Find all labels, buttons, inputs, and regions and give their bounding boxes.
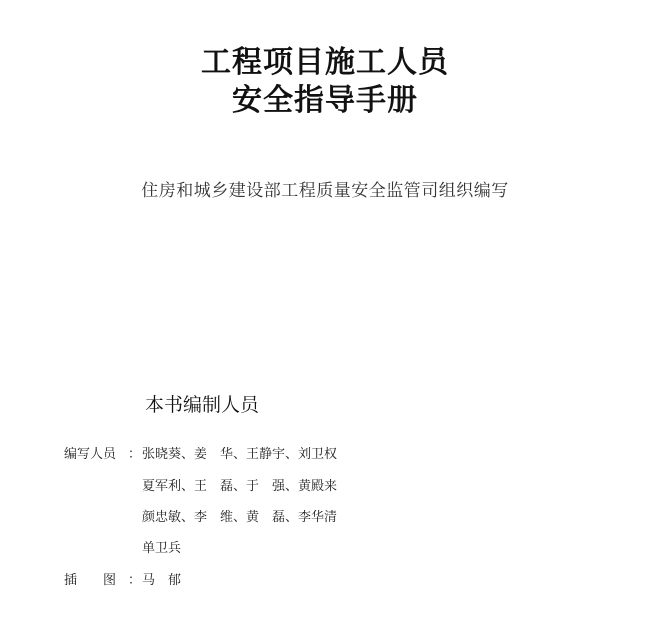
writers-line-1: 张晓葵、姜 华、王静宇、刘卫权 <box>142 447 338 462</box>
illustrator-name: 马 郁 <box>142 573 182 588</box>
organization-credit: 住房和城乡建设部工程质量安全监管司组织编写 <box>141 181 509 201</box>
illustration-role <box>64 572 142 590</box>
illustration-colon: ： <box>128 573 142 588</box>
writers-line-4: 单卫兵 <box>142 541 182 556</box>
document-title <box>0 44 650 120</box>
title-line-1: 工程项目施工人员 <box>201 45 449 80</box>
staff-heading: 本书编制人员 <box>145 394 260 416</box>
title-line-2: 安全指导手册 <box>232 83 418 118</box>
illustration-label: 插 图 <box>64 573 117 588</box>
writers-colon: ： <box>128 447 142 462</box>
writers-label: 编写人员 <box>64 447 117 462</box>
writers-line-2: 夏军利、王 磊、于 强、黄殿来 <box>142 479 338 494</box>
writers-role <box>64 446 142 464</box>
writers-line-3: 颜忠敏、李 维、黄 磊、李华清 <box>142 510 338 525</box>
